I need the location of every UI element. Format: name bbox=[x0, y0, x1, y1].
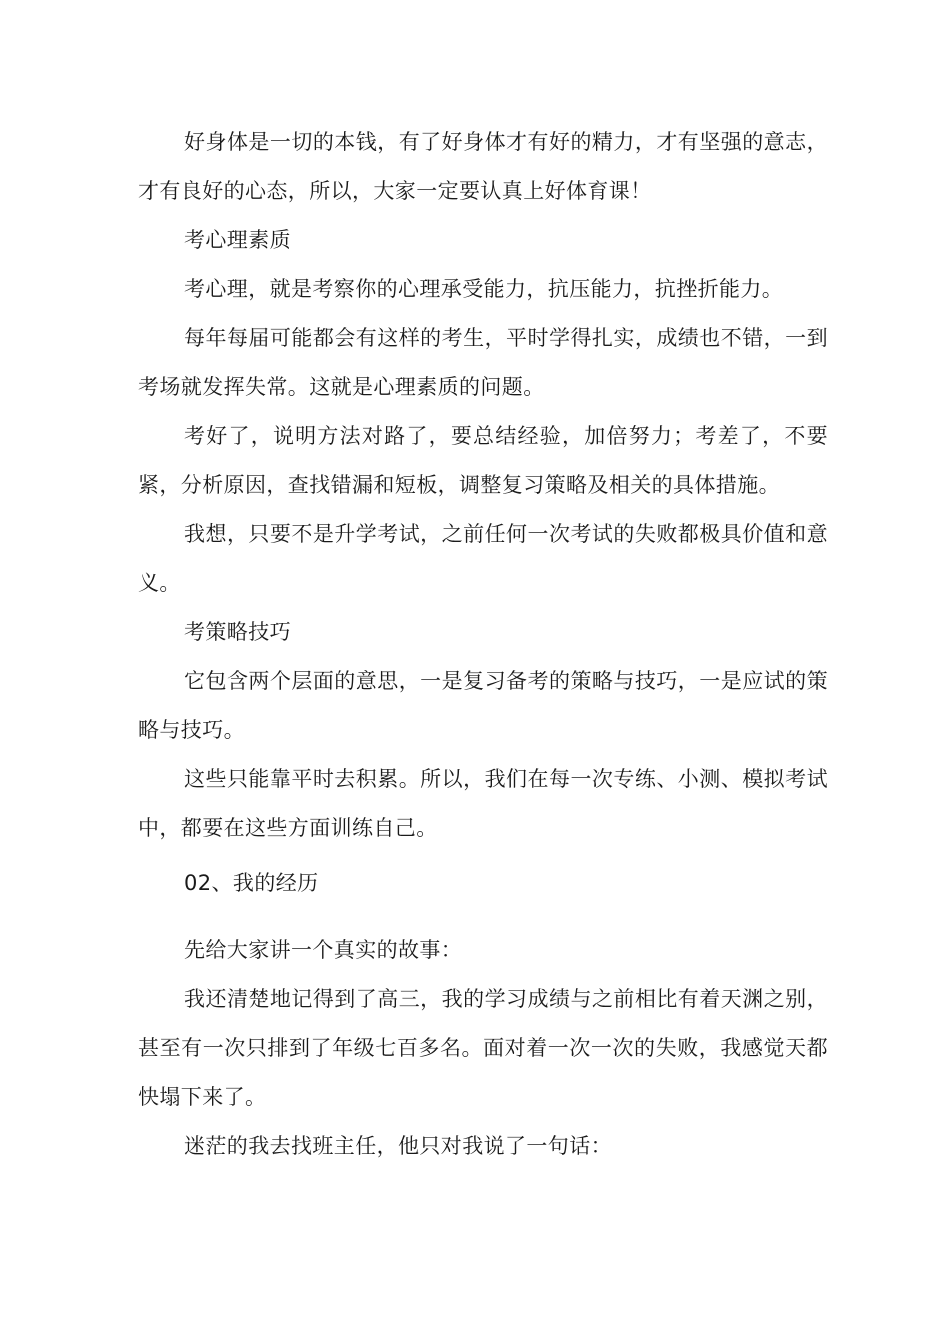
heading-psychology: 考心理素质 bbox=[184, 228, 291, 252]
paragraph-exam-results: 考好了，说明方法对路了，要总结经验，加倍努力；考差了，不要紧，分析原因，查找错漏和短板，调整复习策略及相关的具体措施。 bbox=[138, 424, 828, 497]
document-body bbox=[138, 118, 828, 1171]
section-gap bbox=[138, 908, 828, 926]
paragraph-failure-value: 我想，只要不是升学考试，之前任何一次考试的失败都极具价值和意义。 bbox=[138, 522, 828, 595]
heading-my-experience: 02、我的经历 bbox=[184, 871, 319, 895]
paragraph-strategy-meaning: 它包含两个层面的意思，一是复习备考的策略与技巧，一是应试的策略与技巧。 bbox=[138, 669, 828, 742]
paragraph-story-intro: 先给大家讲一个真实的故事： bbox=[184, 938, 463, 962]
paragraph-strategy-practice: 这些只能靠平时去积累。所以，我们在每一次专练、小测、模拟考试中，都要在这些方面训练自己。 bbox=[138, 767, 828, 840]
paragraph-health: 好身体是一切的本钱，有了好身体才有好的精力，才有坚强的意志，才有良好的心态，所以，大家一定要认真上好体育课！ bbox=[138, 130, 828, 203]
heading-strategy: 考策略技巧 bbox=[184, 620, 291, 644]
paragraph-story-senior-year: 我还清楚地记得到了高三，我的学习成绩与之前相比有着天渊之别，甚至有一次只排到了年级七百多名。面对着一次一次的失败，我感觉天都快塌下来了。 bbox=[138, 987, 828, 1109]
paragraph-story-teacher: 迷茫的我去找班主任，他只对我说了一句话： bbox=[184, 1134, 612, 1158]
paragraph-exam-anxiety: 每年每届可能都会有这样的考生，平时学得扎实，成绩也不错，一到考场就发挥失常。这就是心理素质的问题。 bbox=[138, 326, 828, 399]
paragraph-psychology-definition: 考心理，就是考察你的心理承受能力，抗压能力，抗挫折能力。 bbox=[184, 277, 784, 301]
